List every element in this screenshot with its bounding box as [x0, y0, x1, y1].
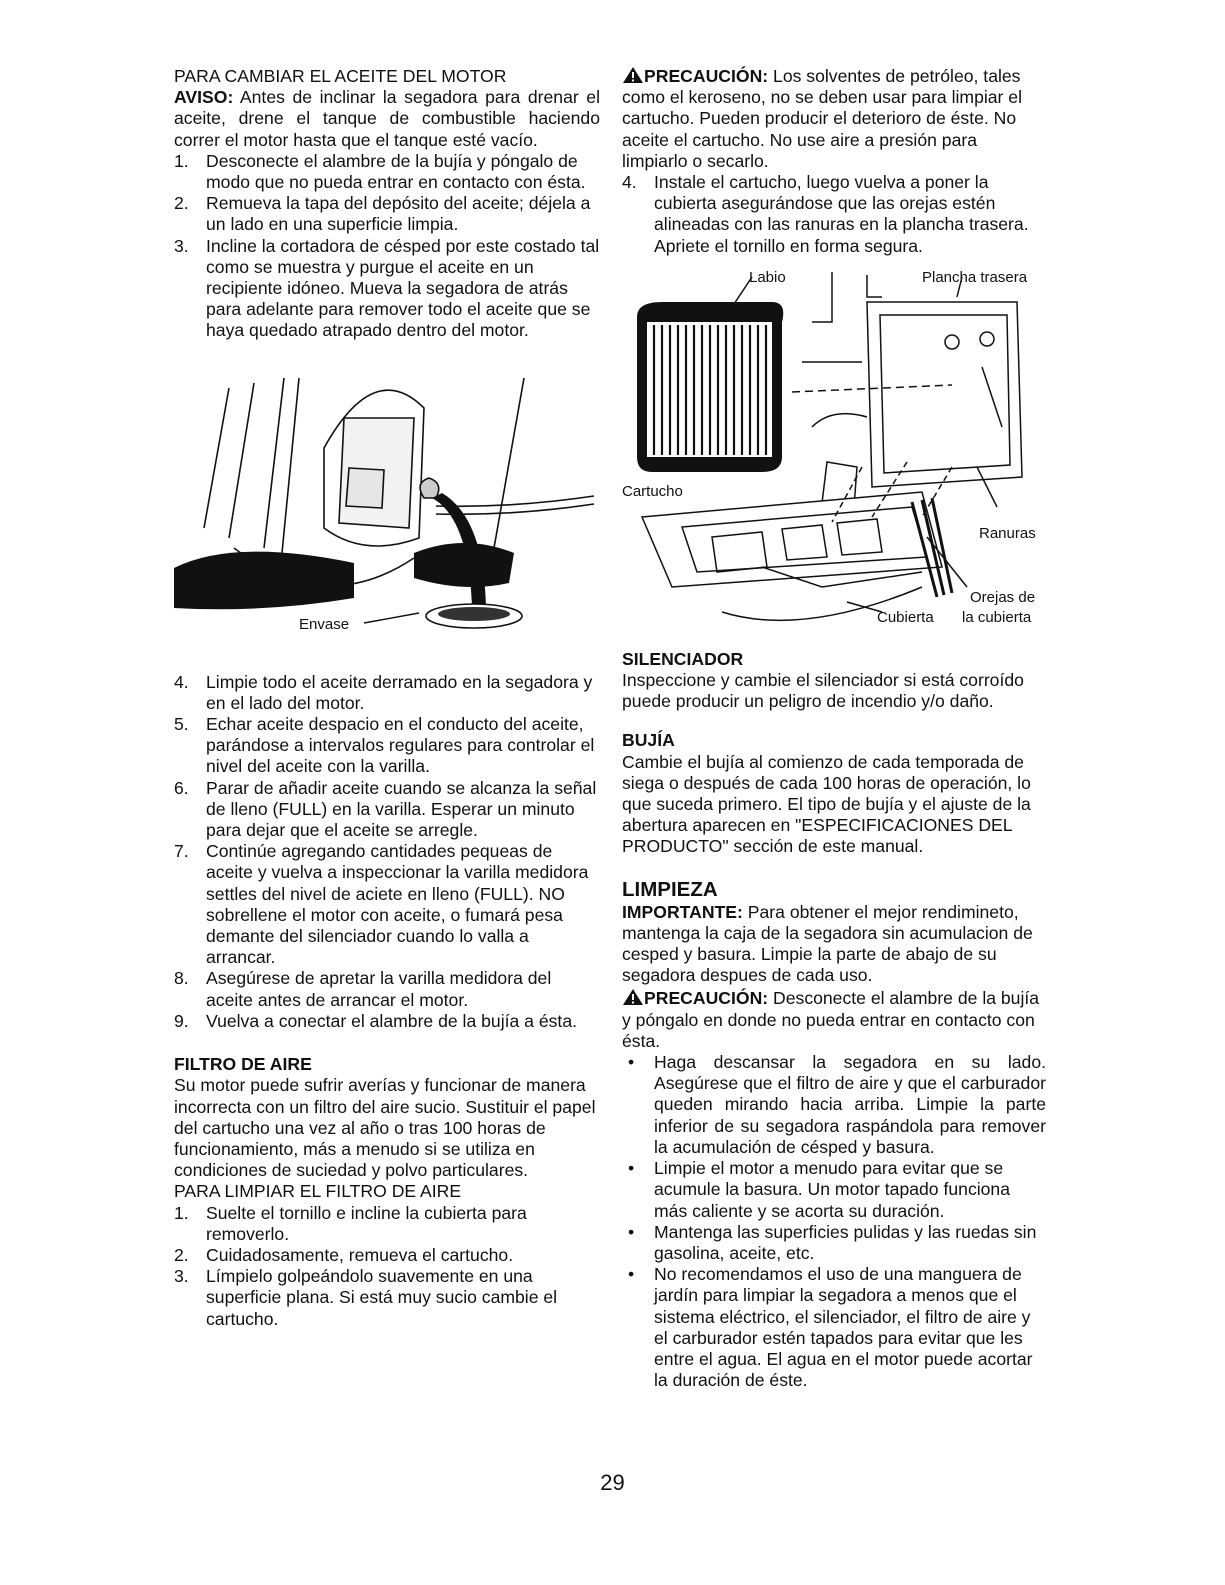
warning-triangle-icon [622, 988, 644, 1006]
muffler-paragraph: Inspeccione y cambie el silenciador si está corroído puede producir un peligro de incendio y/o daño. [622, 670, 1024, 712]
list-item: • Mantenga las superficies pulidas y las ruedas sin gasolina, aceite, etc. [628, 1221, 1037, 1263]
filter-steps-1-3 [174, 1203, 600, 1330]
mower-tilted-drawing [174, 358, 600, 658]
list-item: 6. Parar de añadir aceite cuando se alcanza la señal de lleno (FULL) en la varilla. Esperar un minuto para dejar que el aceite se arregle. [174, 777, 597, 841]
tabs-label-line1: Orejas de [970, 588, 1036, 606]
caution2-label: PRECAUCIÓN: [644, 988, 769, 1009]
notice-label: AVISO: [174, 87, 234, 108]
list-item: 8. Asegúrese de apretar la varilla medidora del aceite antes de arrancar el motor. [174, 968, 552, 1010]
tabs-label-line2: la cubierta [962, 608, 1032, 626]
list-item: 7. Continúe agregando cantidades pequeas de aceite y vuelva a inspeccionar la varilla medidora settles del nivel de aciete en lleno (FULL). NO sobrellene el motor con aceite, o fumará pesa demante del silenciador cuando lo valla a arrancar. [174, 841, 589, 968]
oil-steps-4-9 [174, 672, 600, 1032]
caution-text: Los solventes de petróleo, tales como el keroseno, no se deben usar para limpiar el cartucho. Pueden producir el deterioro de éste. No aceite el cartucho. No use aire a presión para limpiarlo o secarlo. [622, 66, 1022, 171]
list-item: 4. Limpie todo el aceite derramado en la segadora y en el lado del motor. [174, 671, 593, 713]
oil-drain-illustration [174, 358, 600, 658]
caution2-text: Desconecte el alambre de la bujía y póngalo en donde no pueda entrar en contacto con ésta. [622, 988, 1040, 1051]
page-number: 29 [600, 1470, 625, 1495]
list-item: 5. Echar aceite despacio en el conducto del aceite, parándose a intervalos regulares para controlar el nivel del aceite con la varilla. [174, 714, 595, 777]
change-oil-title: PARA CAMBIAR EL ACEITE DEL MOTOR [174, 66, 507, 86]
list-item: • Limpie el motor a menudo para evitar que se acumule la basura. Un motor tapado funciona más caliente y se acorta su duración. [628, 1158, 1010, 1221]
cleaning-bullets [622, 1052, 1046, 1391]
caution-paragraph [622, 66, 1046, 172]
notice-paragraph [174, 87, 600, 151]
spark-plug-title: BUJÍA [622, 730, 675, 751]
important-label: IMPORTANTE: [622, 901, 743, 922]
list-item: • Haga descansar la segadora en su lado. Asegúrese que el filtro de aire y que el carburador queden mirando hacia arriba. Limpie la parte inferior de su segadora raspándola para remover la acumulación de césped y basura. [628, 1052, 1046, 1157]
list-item: 1. Suelte el tornillo e incline la cubierta para removerlo. [174, 1202, 527, 1244]
list-item: 1. Desconecte el alambre de la bujía y póngalo de modo que no pueda entrar en contacto con ésta. [174, 150, 586, 193]
cover-label: Cubierta [877, 608, 934, 626]
filter-step-4 [622, 172, 1046, 257]
list-item: 2. Cuidadosamente, remueva el cartucho. [174, 1244, 514, 1265]
left-column [174, 66, 600, 1330]
air-filter-exploded-drawing [622, 267, 1046, 637]
list-item: 3. Incline la cortadora de césped por este costado tal como se muestra y purgue el aceite en un recipiente idóneo. Mueva la segadora de atrás para adelante para remover todo el aceite que se haya quedado atrapado dentro del motor. [174, 235, 600, 341]
muffler-title: SILENCIADOR [622, 648, 744, 669]
cleaning-title: LIMPIEZA [622, 877, 718, 901]
container-label: Envase [299, 615, 350, 633]
notice-text: Antes de inclinar la segadora para drenar el aceite, drene el tanque de combustible haciendo correr el motor hasta que el tanque esté vacío. [174, 87, 600, 150]
right-column [622, 66, 1046, 1391]
air-filter-paragraph: Su motor puede sufrir averías y funcionar de manera incorrecta con un filtro del aire sucio. Sustituir el papel del cartucho una vez al año o tras 100 horas de funcionamiento, más a menudo si se utiliza en condiciones de suciedad y polvo particulares. [174, 1075, 596, 1181]
air-filter-title: FILTRO DE AIRE [174, 1054, 312, 1075]
warning-triangle-icon [622, 66, 644, 84]
important-text: Para obtener el mejor rendimineto, mantenga la caja de la segadora sin acumulacion de cesped y basura. Limpie la parte de abajo de su segadora despues de cada uso. [622, 901, 1033, 986]
slots-label: Ranuras [979, 524, 1036, 542]
list-item: 3. Límpielo golpeándolo suavemente en una superficie plana. Si está muy sucio cambie el cartucho. [174, 1266, 558, 1329]
caution2-paragraph [622, 988, 1046, 1052]
clean-filter-title: PARA LIMPIAR EL FILTRO DE AIRE [174, 1181, 462, 1202]
list-item: 2. Remueva la tapa del depósito del aceite; déjela a un lado en una superficie limpia. [174, 193, 591, 235]
oil-steps-1-3 [174, 151, 600, 342]
list-item: 9. Vuelva a conectar el alambre de la bujía a ésta. [174, 1010, 577, 1031]
list-item: • No recomendamos el uso de una manguera de jardín para limpiar la segadora a menos que el sistema eléctrico, el silenciador, el filtro de aire y el carburador estén tapados para evitar que les entre el agua. El agua en el motor puede acortar la duración de éste. [628, 1264, 1033, 1391]
spark-plug-paragraph: Cambie el bujía al comienzo de cada temporada de siega o después de cada 100 horas de operación, lo que suceda primero. El tipo de bujía y el ajuste de la abertura aparecen en "ESPECIFICACIONES DEL PRODUCTO" sección de este manual. [622, 751, 1031, 857]
lip-label: Labio [749, 268, 786, 286]
back-plate-label: Plancha trasera [922, 268, 1028, 286]
list-item: 4. Instale el cartucho, luego vuelva a poner la cubierta asegurándose que las orejas estén alineadas con las ranuras en la plancha trasera. Apriete el tornillo en forma segura. [622, 172, 1029, 256]
caution-label: PRECAUCIÓN: [644, 66, 769, 86]
cartridge-label: Cartucho [622, 482, 683, 500]
important-paragraph [622, 902, 1046, 987]
air-filter-illustration [622, 267, 1046, 637]
